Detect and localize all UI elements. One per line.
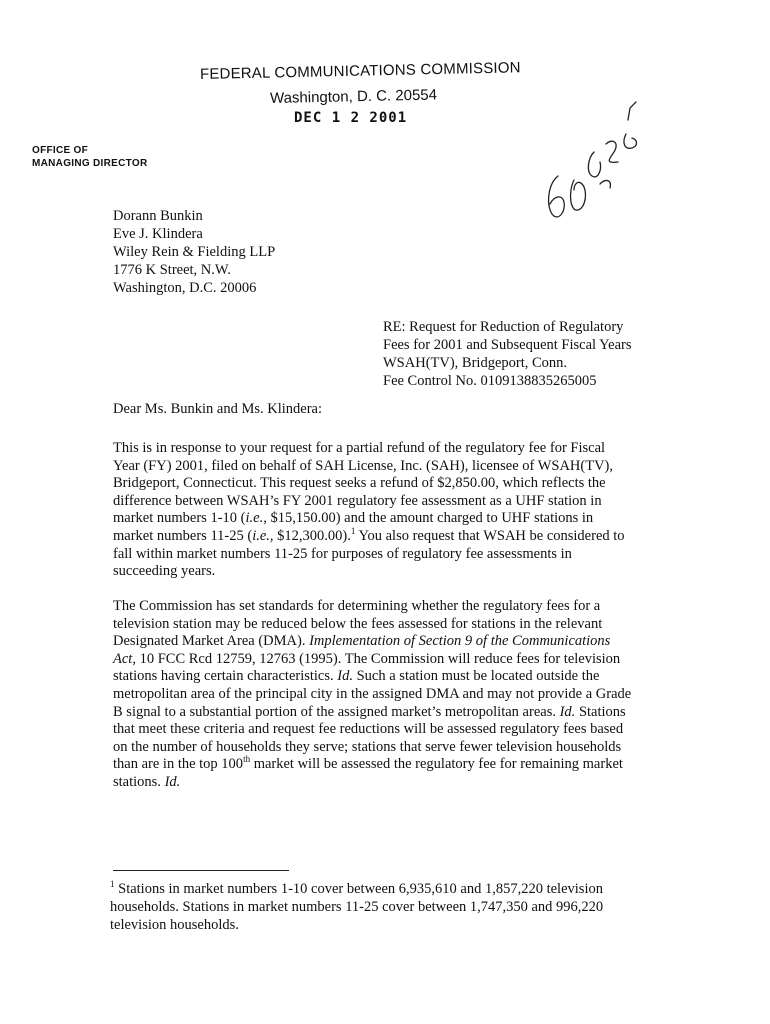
footnote-line: television households. xyxy=(110,917,239,933)
salutation: Dear Ms. Bunkin and Ms. Klindera: xyxy=(113,401,323,417)
p1-italic: i.e. xyxy=(245,510,264,527)
p1-line: This is in response to your request for a partial refund of the regulatory fee for Fiscal xyxy=(113,440,606,456)
p2-text: stations having certain characteristics. xyxy=(113,668,338,685)
p2-line: on the number of households they serve; stations that serve fewer television households xyxy=(113,738,622,755)
recipient-name-2: Eve J. Klindera xyxy=(113,226,203,242)
p1-text: market numbers 1-10 ( xyxy=(113,510,246,527)
reference-block xyxy=(383,318,632,390)
paragraph-2 xyxy=(113,598,653,792)
p1-italic: i.e. xyxy=(252,527,270,544)
re-line-3: WSAH(TV), Bridgeport, Conn. xyxy=(383,355,568,371)
p2-text: than are in the top 100 xyxy=(113,756,244,773)
footnote-mark: 1 xyxy=(110,879,115,890)
recipient-city: Washington, D.C. 20006 xyxy=(113,280,257,296)
p2-line: television station may be reduced below the fees assessed for stations in the relevant xyxy=(113,615,603,632)
office-line-2: MANAGING DIRECTOR xyxy=(32,158,148,169)
office-label xyxy=(32,144,147,170)
p2-text: B signal to a substantial portion of the assigned market’s metropolitan areas. xyxy=(113,703,560,720)
p1-text: market numbers 11-25 ( xyxy=(113,527,253,544)
recipient-firm: Wiley Rein & Fielding LLP xyxy=(113,244,276,260)
footnote-text: Stations in market numbers 1-10 cover between 6,935,610 and 1,857,220 television xyxy=(114,881,603,897)
p1-text: , $12,300.00). xyxy=(269,527,351,544)
p2-line xyxy=(113,668,653,686)
p2-text: stations. xyxy=(113,773,165,790)
p2-italic: Id. xyxy=(559,703,576,720)
p2-line xyxy=(113,704,653,722)
p2-line xyxy=(113,651,653,669)
p1-line: succeeding years. xyxy=(113,563,216,580)
p2-line: The Commission has set standards for determining whether the regulatory fees for a xyxy=(113,598,601,614)
office-line-1: OFFICE OF xyxy=(32,145,89,156)
p2-line xyxy=(113,633,653,651)
handwritten-annotation-icon xyxy=(530,100,650,230)
footnote-line: households. Stations in market numbers 11-25 cover between 1,747,350 and 996,220 xyxy=(110,899,604,915)
p2-text: 10 FCC Rcd 12759, 12763 (1995). The Commission will reduce fees for television xyxy=(135,650,621,667)
p2-text: Such a station must be located outside the xyxy=(352,668,600,685)
agency-address: Washington, D. C. 20554 xyxy=(269,86,438,107)
recipient-address xyxy=(113,207,275,297)
p2-text: Designated Market Area (DMA). xyxy=(113,633,310,650)
p2-line: metropolitan area of the principal city in the assigned DMA and may not provide a Grade xyxy=(113,685,632,702)
p1-line: difference between WSAH’s FY 2001 regulatory fee assessment as a UHF station in xyxy=(113,492,602,509)
p2-italic: Id. xyxy=(337,668,353,685)
p1-line xyxy=(113,528,653,546)
p1-text: , $15,150.00) and the amount charged to UHF stations in xyxy=(263,510,594,527)
p2-italic: Id. xyxy=(164,773,181,790)
footnote xyxy=(110,880,650,934)
footnote-line xyxy=(110,880,650,898)
p2-line xyxy=(113,756,653,774)
p2-line: that meet these criteria and request fee reductions will be assessed regulatory fees based xyxy=(113,721,624,738)
p1-line: fall within market numbers 11-25 for purposes of regulatory fee assessments in xyxy=(113,545,572,562)
p2-line xyxy=(113,774,653,792)
p1-line: Bridgeport, Connecticut. This request seeks a refund of $2,850.00, which reflects the xyxy=(113,475,606,492)
p2-italic: Act, xyxy=(113,650,136,667)
footnote-divider xyxy=(113,870,289,871)
re-line-4: Fee Control No. 0109138835265005 xyxy=(383,373,597,389)
p2-text: Stations xyxy=(575,703,626,720)
p2-italic: Implementation of Section 9 of the Communications xyxy=(309,633,611,650)
re-line-1: RE: Request for Reduction of Regulatory xyxy=(383,319,624,335)
footnote-ref: 1 xyxy=(350,526,356,537)
p1-text: You also request that WSAH be considered to xyxy=(355,527,625,544)
recipient-street: 1776 K Street, N.W. xyxy=(113,262,231,278)
date-stamp: DEC 1 2 2001 xyxy=(294,110,408,126)
re-line-2: Fees for 2001 and Subsequent Fiscal Years xyxy=(383,337,632,353)
ordinal-suffix: th xyxy=(243,754,251,765)
p1-line: Year (FY) 2001, filed on behalf of SAH License, Inc. (SAH), licensee of WSAH(TV), xyxy=(113,457,614,474)
agency-name: FEDERAL COMMUNICATIONS COMMISSION xyxy=(199,59,521,83)
paragraph-1 xyxy=(113,440,653,581)
p2-text: market will be assessed the regulatory fee for remaining market xyxy=(250,756,623,773)
p1-line xyxy=(113,510,653,528)
recipient-name-1: Dorann Bunkin xyxy=(113,208,203,224)
